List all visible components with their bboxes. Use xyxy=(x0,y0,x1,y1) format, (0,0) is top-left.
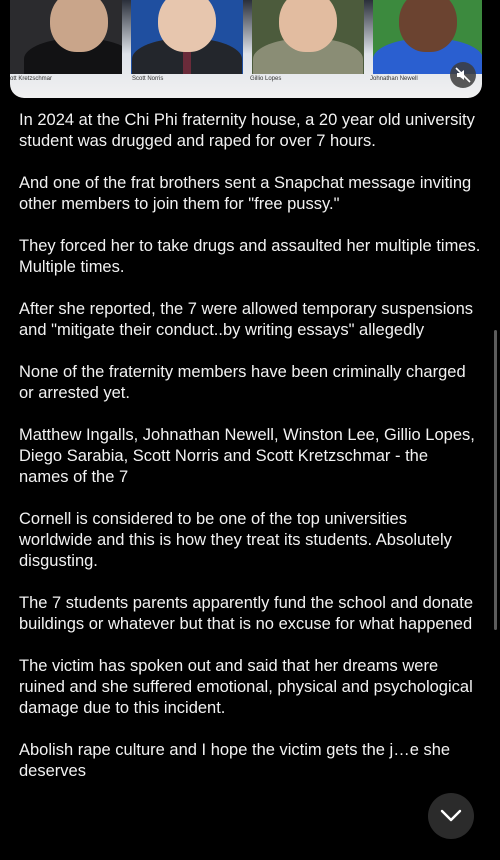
video-thumbnail[interactable] xyxy=(10,0,482,98)
chevron-down-icon xyxy=(440,809,462,823)
paragraph: Abolish rape culture and I hope the victim gets the j…e she deserves xyxy=(19,741,451,780)
paragraph: The 7 students parents apparently fund the school and donate buildings or whatever but that is no excuse for what happened xyxy=(19,594,474,633)
paragraph: In 2024 at the Chi Phi fraternity house, a 20 year old university student was drugged and raped for over 7 hours. xyxy=(19,111,475,150)
photo-caption: ott Kretzschmar xyxy=(10,76,53,82)
scroll-down-button[interactable] xyxy=(428,793,474,839)
photo-caption: Scott Norris xyxy=(132,76,164,82)
paragraph: Cornell is considered to be one of the top universities worldwide and this is how they treat its students. Absolutely disgusting. xyxy=(19,510,452,570)
post-body xyxy=(19,110,481,803)
photo-scott-norris xyxy=(131,0,243,74)
photo-gillio-lopes xyxy=(252,0,364,74)
scrollbar[interactable] xyxy=(494,330,497,630)
photo-caption: Johnathan Newell xyxy=(370,76,418,82)
paragraph: The victim has spoken out and said that her dreams were ruined and she suffered emotional, physical and psychological damage due to this incident. xyxy=(19,657,473,717)
paragraph: And one of the frat brothers sent a Snapchat message inviting other members to join them for "free pussy." xyxy=(19,174,472,213)
photo-caption: Gillio Lopes xyxy=(250,76,282,82)
speaker-muted-icon xyxy=(455,67,471,83)
paragraph: None of the fraternity members have been criminally charged or arrested yet. xyxy=(19,363,466,402)
photo-scott-kretzschmar xyxy=(10,0,122,74)
paragraph: They forced her to take drugs and assaulted her multiple times. Multiple times. xyxy=(19,237,481,276)
paragraph: After she reported, the 7 were allowed temporary suspensions and "mitigate their conduct..by writing essays" allegedly xyxy=(19,300,473,339)
mute-button[interactable] xyxy=(450,62,476,88)
paragraph: Matthew Ingalls, Johnathan Newell, Winston Lee, Gillio Lopes, Diego Sarabia, Scott Norris and Scott Kretzschmar - the names of the 7 xyxy=(19,426,475,486)
